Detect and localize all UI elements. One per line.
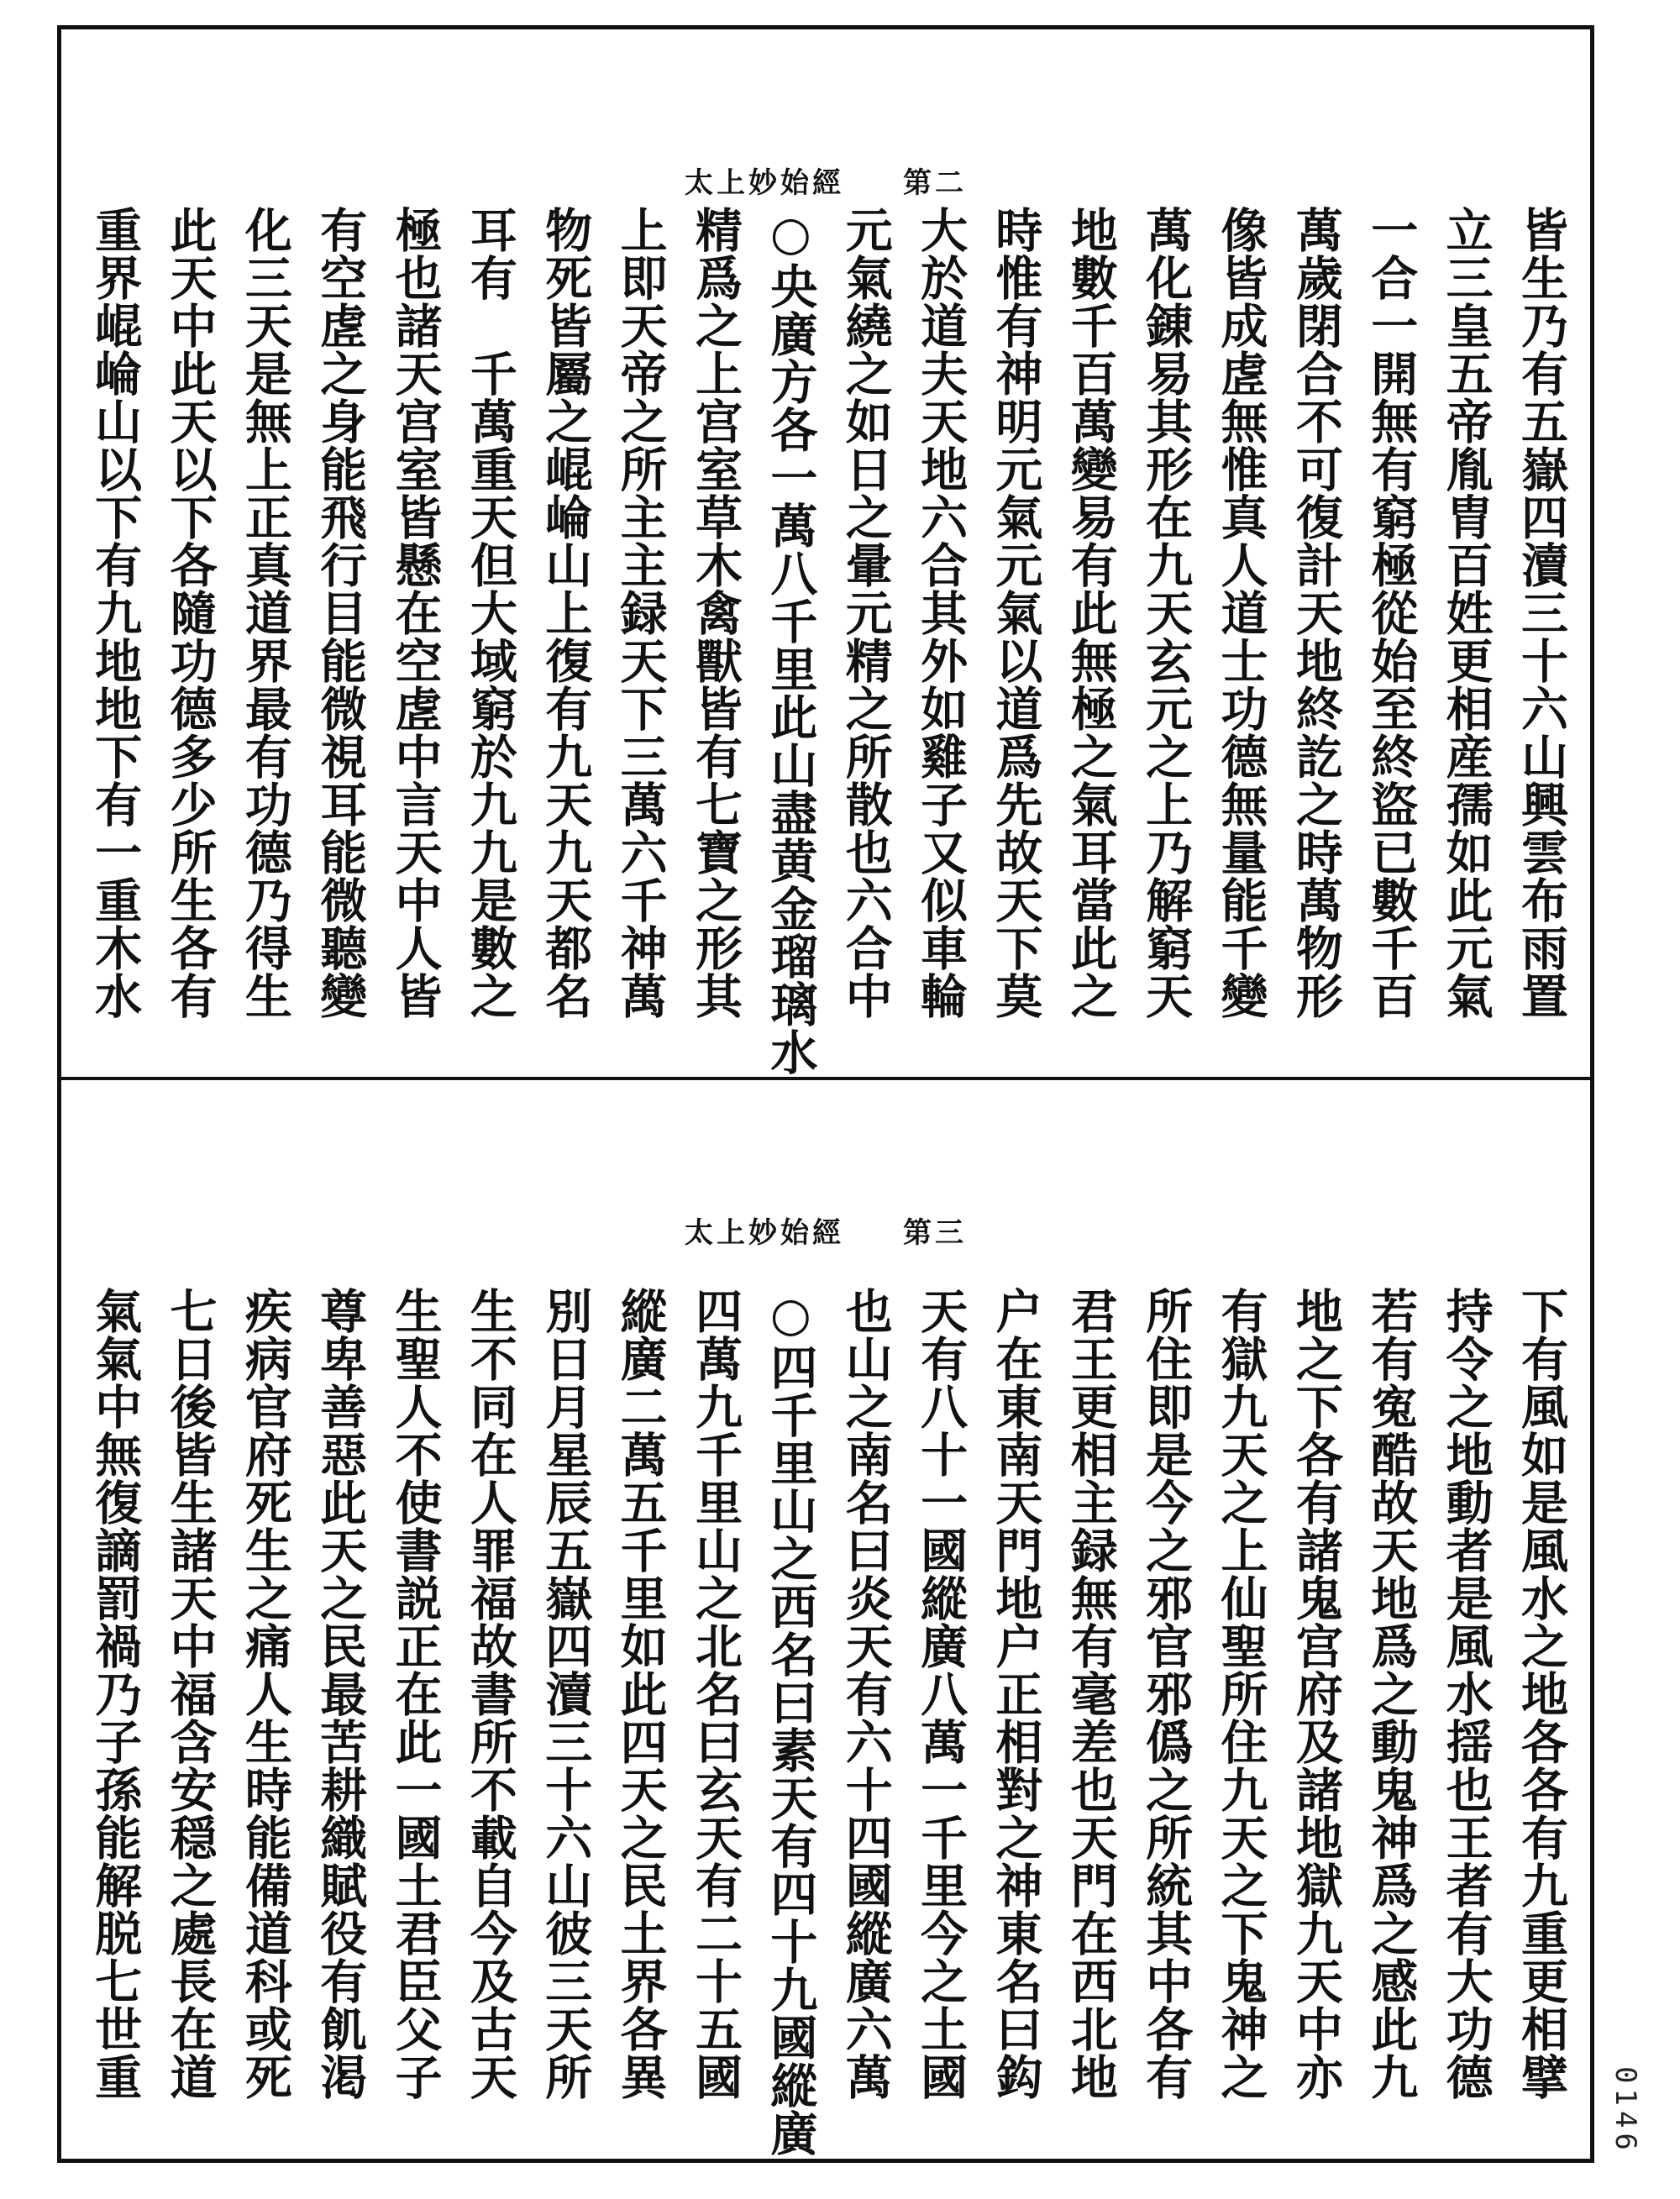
text-column: 此天中此天以下各隨功德多少所生各有 [162, 206, 218, 1020]
panel-divider [57, 1077, 1594, 1080]
text-column: ○四千里山之西名曰素天有四十九國縱廣 [763, 1287, 819, 2157]
text-column: 若有寃酷故天地爲之動鬼神爲之感此九 [1363, 1287, 1420, 2101]
text-column: 持令之地動者是風水揺也王者有大功德 [1438, 1287, 1494, 2101]
text-column: ○央廣方各一萬八千里此山盡黄金瑠璃水 [763, 206, 819, 1076]
text-column: 萬歲閉合不可復計天地終訖之時萬物形 [1288, 206, 1344, 1020]
text-column: 一合一開無有窮極從始至終盜已數千百 [1363, 206, 1420, 1020]
text-column: 疾病官府死生之痛人生時能備道科或死 [237, 1287, 293, 2101]
text-column: 尊卑善惡此天之民最苦耕織賦役有飢渇 [312, 1287, 369, 2101]
text-column: 四萬九千里山之北名曰玄天有二十五國 [687, 1287, 743, 2101]
text-column: 時惟有神明元氣元氣以道爲先故天下莫 [988, 206, 1044, 1020]
text-column: 氣氣中無復謫罰禍乃子孫能解脱七世重 [87, 1287, 144, 2101]
text-column: 重界崐崘山以下有九地地下有一重木水 [87, 206, 144, 1020]
text-column: 也山之南名曰炎天有六十四國縱廣六萬 [837, 1287, 894, 2101]
text-column: 七日後皆生諸天中福含安穏之處長在道 [162, 1287, 218, 2101]
text-column: 所住即是今之邪官邪僞之所統其中各有 [1138, 1287, 1194, 2101]
text-column: 地數千百萬變易有此無極之氣耳當此之 [1063, 206, 1119, 1020]
text-column: 天有八十一國縱廣八萬一千里今之土國 [913, 1287, 969, 2101]
top-header-section: 第二 [903, 166, 967, 200]
text-column: 下有風如是風水之地各各有九重更相擘 [1513, 1287, 1569, 2101]
text-column: 精爲之上宫室草木禽獸皆有七寶之形其 [687, 206, 743, 1020]
bottom-text-columns [87, 1287, 1569, 2157]
text-column: 大於道夫天地六合其外如雞子又似車輪 [913, 206, 969, 1020]
page-number: 0146 [1609, 2066, 1642, 2155]
text-column: 上即天帝之所主主録天下三萬六千神萬 [612, 206, 669, 1020]
text-column: 萬化錬易其形在九天玄元之上乃解窮天 [1138, 206, 1194, 1020]
text-column: 君王更相主録無有毫差也天門在西北地 [1063, 1287, 1119, 2101]
text-column: 耳有 千萬重天但大域窮於九九是數之 [462, 206, 518, 1020]
bottom-page-header [66, 1210, 1586, 1251]
text-column: 極也諸天宫室皆懸在空虗中言天中人皆 [387, 206, 444, 1020]
text-column: 生不同在人罪福故書所不載自今及古天 [462, 1287, 518, 2101]
bottom-header-title: 太上妙始經 [685, 1216, 844, 1250]
text-column: 户在東南天門地户正相對之神東名曰鈎 [988, 1287, 1044, 2101]
text-column: 元氣繞之如日之暈元精之所散也六合中 [837, 206, 894, 1020]
text-column: 有空虗之身能飛行目能微視耳能微聽變 [312, 206, 369, 1020]
text-column: 別日月星辰五嶽四瀆三十六山彼三天所 [538, 1287, 594, 2101]
top-page-header [66, 160, 1586, 201]
text-column: 立三皇五帝胤胄百姓更相産孺如此元氣 [1438, 206, 1494, 1020]
top-page-panel [66, 34, 1586, 1076]
text-column: 皆生乃有五嶽四瀆三十六山興雲布雨置 [1513, 206, 1569, 1020]
text-column: 化三天是無上正真道界最有功德乃得生 [237, 206, 293, 1020]
bottom-header-section: 第三 [903, 1216, 967, 1250]
text-column: 縱廣二萬五千里如此四天之民土界各異 [612, 1287, 669, 2101]
text-column: 像皆成虗無惟真人道士功德無量能千變 [1213, 206, 1269, 1020]
text-column: 物死皆屬之崐崘山上復有九天九天都名 [538, 206, 594, 1020]
text-column: 有獄九天之上仙聖所住九天之下鬼神之 [1213, 1287, 1269, 2101]
text-column: 地之下各有諸鬼宫府及諸地獄九天中亦 [1288, 1287, 1344, 2101]
top-text-columns [87, 206, 1569, 1076]
text-column: 生聖人不使書説正在此一國土君臣父子 [387, 1287, 444, 2101]
bottom-page-panel [66, 1085, 1586, 2156]
top-header-title: 太上妙始經 [685, 166, 844, 200]
